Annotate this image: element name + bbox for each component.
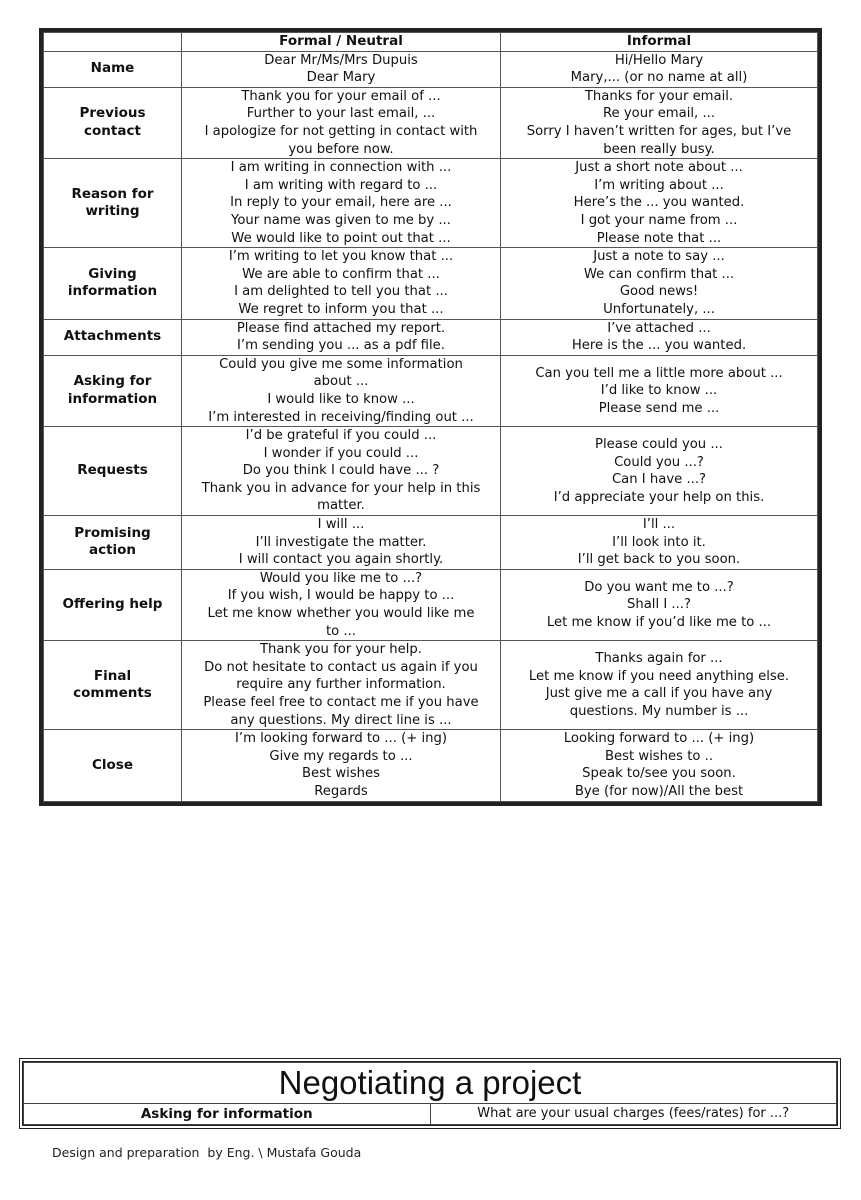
formal-phrase: Please find attached my report.: [236, 320, 446, 336]
row-category: Asking for information: [44, 355, 182, 426]
informal-phrase: I’ll look into it.: [612, 534, 706, 550]
formal-phrase: Best wishes: [301, 766, 381, 782]
row-formal-phrases: [182, 355, 501, 426]
informal-phrase: Please could you ...: [595, 436, 723, 452]
formal-phrase: Let me know whether you would like me: [207, 606, 475, 622]
row-category: Close: [44, 730, 182, 801]
phrases-table-frame: [39, 28, 822, 806]
informal-phrase: I’d appreciate your help on this.: [553, 489, 765, 505]
informal-phrase: Thanks again for ...: [595, 651, 723, 667]
informal-phrase: I’d like to know ...: [600, 383, 718, 399]
row-category: Final comments: [44, 641, 182, 730]
formal-phrase: about ...: [313, 374, 369, 390]
informal-phrase: Here’s the ... you wanted.: [573, 195, 745, 211]
informal-phrase: Shall I ...?: [627, 597, 691, 613]
table-row: [44, 87, 818, 158]
table-row: [44, 51, 818, 87]
informal-phrase: Speak to/see you soon.: [582, 766, 736, 782]
informal-phrase: Just give me a call if you have any: [545, 686, 773, 702]
informal-phrase: Please note that ...: [596, 230, 722, 246]
formal-phrase: Thank you for your help.: [260, 642, 422, 658]
informal-phrase: Let me know if you’d like me to ...: [546, 614, 772, 630]
formal-phrase: I am delighted to tell you that ...: [234, 284, 448, 300]
negotiating-frame: [19, 1058, 841, 1129]
informal-phrase: Just a note to say ...: [593, 249, 725, 265]
table-row: [44, 355, 818, 426]
informal-phrase: Thanks for your email.: [584, 88, 734, 104]
row-informal-phrases: [501, 87, 818, 158]
row-category: Offering help: [44, 569, 182, 640]
table-row: [44, 641, 818, 730]
row-formal-phrases: [182, 319, 501, 355]
row-informal-phrases: [501, 159, 818, 248]
informal-phrase: Unfortunately, ...: [603, 301, 715, 317]
informal-phrase: Mary,... (or no name at all): [570, 70, 748, 86]
formal-phrase: I wonder if you could ...: [263, 445, 419, 461]
row-informal-phrases: [501, 248, 818, 319]
table-header-row: [44, 33, 818, 52]
formal-phrase: I’m sending you ... as a pdf file.: [237, 338, 445, 354]
informal-phrase: Do you want me to ...?: [584, 579, 734, 595]
phrases-table: [43, 32, 818, 802]
table-row: [44, 319, 818, 355]
row-formal-phrases: [182, 159, 501, 248]
row-formal-phrases: [182, 641, 501, 730]
informal-phrase: We can confirm that ...: [583, 266, 735, 282]
header-formal: Formal / Neutral: [182, 33, 501, 52]
informal-phrase: Could you ...?: [614, 454, 704, 470]
formal-phrase: Do not hesitate to contact us again if you: [204, 659, 478, 675]
row-category: Name: [44, 51, 182, 87]
row-category: Attachments: [44, 319, 182, 355]
formal-phrase: Thank you in advance for your help in this: [201, 480, 481, 496]
row-category: Previous contact: [44, 87, 182, 158]
header-category: [44, 33, 182, 52]
formal-phrase: In reply to your email, here are ...: [230, 195, 452, 211]
formal-phrase: I’m interested in receiving/finding out ...: [208, 409, 474, 425]
formal-phrase: I will ...: [317, 517, 365, 533]
informal-phrase: I’m writing about ...: [594, 177, 724, 193]
negotiating-label: Asking for information: [24, 1104, 431, 1125]
informal-phrase: Can you tell me a little more about ...: [535, 365, 783, 381]
formal-phrase: We would like to point out that ...: [231, 230, 451, 246]
formal-phrase: Please feel free to contact me if you have: [203, 695, 479, 711]
formal-phrase: Do you think I could have ... ?: [242, 463, 440, 479]
informal-phrase: Bye (for now)/All the best: [574, 784, 744, 800]
formal-phrase: I am writing with regard to ...: [244, 177, 438, 193]
row-formal-phrases: [182, 730, 501, 801]
row-category: Reason for writing: [44, 159, 182, 248]
row-formal-phrases: [182, 569, 501, 640]
informal-phrase: I’ll ...: [642, 517, 676, 533]
informal-phrase: Sorry I haven’t written for ages, but I’ve: [526, 123, 792, 139]
formal-phrase: I’m looking forward to ... (+ ing): [234, 731, 448, 747]
formal-phrase: I would like to know ...: [267, 391, 415, 407]
formal-phrase: I’ll investigate the matter.: [255, 534, 427, 550]
negotiating-table: [23, 1062, 837, 1125]
formal-phrase: you before now.: [288, 141, 394, 157]
formal-phrase: Thank you for your email of ...: [241, 88, 441, 104]
informal-phrase: been really busy.: [603, 141, 715, 157]
negotiating-title: Negotiating a project: [24, 1063, 837, 1104]
row-informal-phrases: [501, 51, 818, 87]
informal-phrase: Please send me ...: [598, 400, 720, 416]
informal-phrase: Hi/Hello Mary: [614, 52, 704, 68]
formal-phrase: Give my regards to ...: [269, 748, 413, 764]
informal-phrase: I’ve attached ...: [607, 320, 711, 336]
row-informal-phrases: [501, 355, 818, 426]
row-formal-phrases: [182, 427, 501, 516]
informal-phrase: Looking forward to ... (+ ing): [563, 731, 755, 747]
row-category: Giving information: [44, 248, 182, 319]
table-row: [44, 516, 818, 570]
row-informal-phrases: [501, 730, 818, 801]
row-formal-phrases: [182, 87, 501, 158]
informal-phrase: I got your name from ...: [580, 212, 738, 228]
informal-phrase: Can I have ...?: [611, 472, 707, 488]
formal-phrase: Dear Mary: [306, 70, 376, 86]
formal-phrase: I’m writing to let you know that ...: [228, 249, 454, 265]
formal-phrase: We regret to inform you that ...: [238, 301, 444, 317]
formal-phrase: Would you like me to ...?: [259, 570, 423, 586]
informal-phrase: Good news!: [619, 284, 699, 300]
row-informal-phrases: [501, 569, 818, 640]
formal-phrase: any questions. My direct line is ...: [230, 712, 452, 728]
formal-phrase: I will contact you again shortly.: [238, 552, 444, 568]
formal-phrase: We are able to confirm that ...: [242, 266, 440, 282]
formal-phrase: If you wish, I would be happy to ...: [227, 588, 455, 604]
table-body: [44, 51, 818, 801]
row-category: Promising action: [44, 516, 182, 570]
negotiating-value: What are your usual charges (fees/rates) for ...?: [430, 1104, 837, 1125]
formal-phrase: Regards: [314, 784, 368, 800]
row-informal-phrases: [501, 427, 818, 516]
informal-phrase: Let me know if you need anything else.: [528, 668, 790, 684]
header-informal: Informal: [501, 33, 818, 52]
formal-phrase: I am writing in connection with ...: [230, 160, 452, 176]
informal-phrase: I’ll get back to you soon.: [577, 552, 741, 568]
row-category: Requests: [44, 427, 182, 516]
informal-phrase: Best wishes to ..: [604, 748, 714, 764]
row-formal-phrases: [182, 516, 501, 570]
row-formal-phrases: [182, 248, 501, 319]
row-informal-phrases: [501, 641, 818, 730]
formal-phrase: Further to your last email, ...: [246, 106, 436, 122]
footer-credit: Design and preparation by Eng. \ Mustafa Gouda: [52, 1145, 362, 1160]
row-informal-phrases: [501, 319, 818, 355]
formal-phrase: Your name was given to me by ...: [231, 212, 451, 228]
informal-phrase: questions. My number is ...: [569, 703, 749, 719]
formal-phrase: I’d be grateful if you could ...: [245, 428, 437, 444]
formal-phrase: Could you give me some information: [219, 356, 463, 372]
informal-phrase: Just a short note about ...: [575, 160, 743, 176]
formal-phrase: Dear Mr/Ms/Mrs Dupuis: [264, 52, 418, 68]
row-formal-phrases: [182, 51, 501, 87]
table-row: [44, 427, 818, 516]
formal-phrase: I apologize for not getting in contact with: [204, 123, 478, 139]
table-row: [44, 730, 818, 801]
informal-phrase: Here is the ... you wanted.: [571, 338, 747, 354]
formal-phrase: matter.: [317, 498, 365, 514]
row-informal-phrases: [501, 516, 818, 570]
table-row: [44, 248, 818, 319]
table-row: [44, 159, 818, 248]
formal-phrase: to ...: [325, 623, 356, 639]
formal-phrase: require any further information.: [236, 677, 446, 693]
informal-phrase: Re your email, ...: [602, 106, 716, 122]
table-row: [44, 569, 818, 640]
